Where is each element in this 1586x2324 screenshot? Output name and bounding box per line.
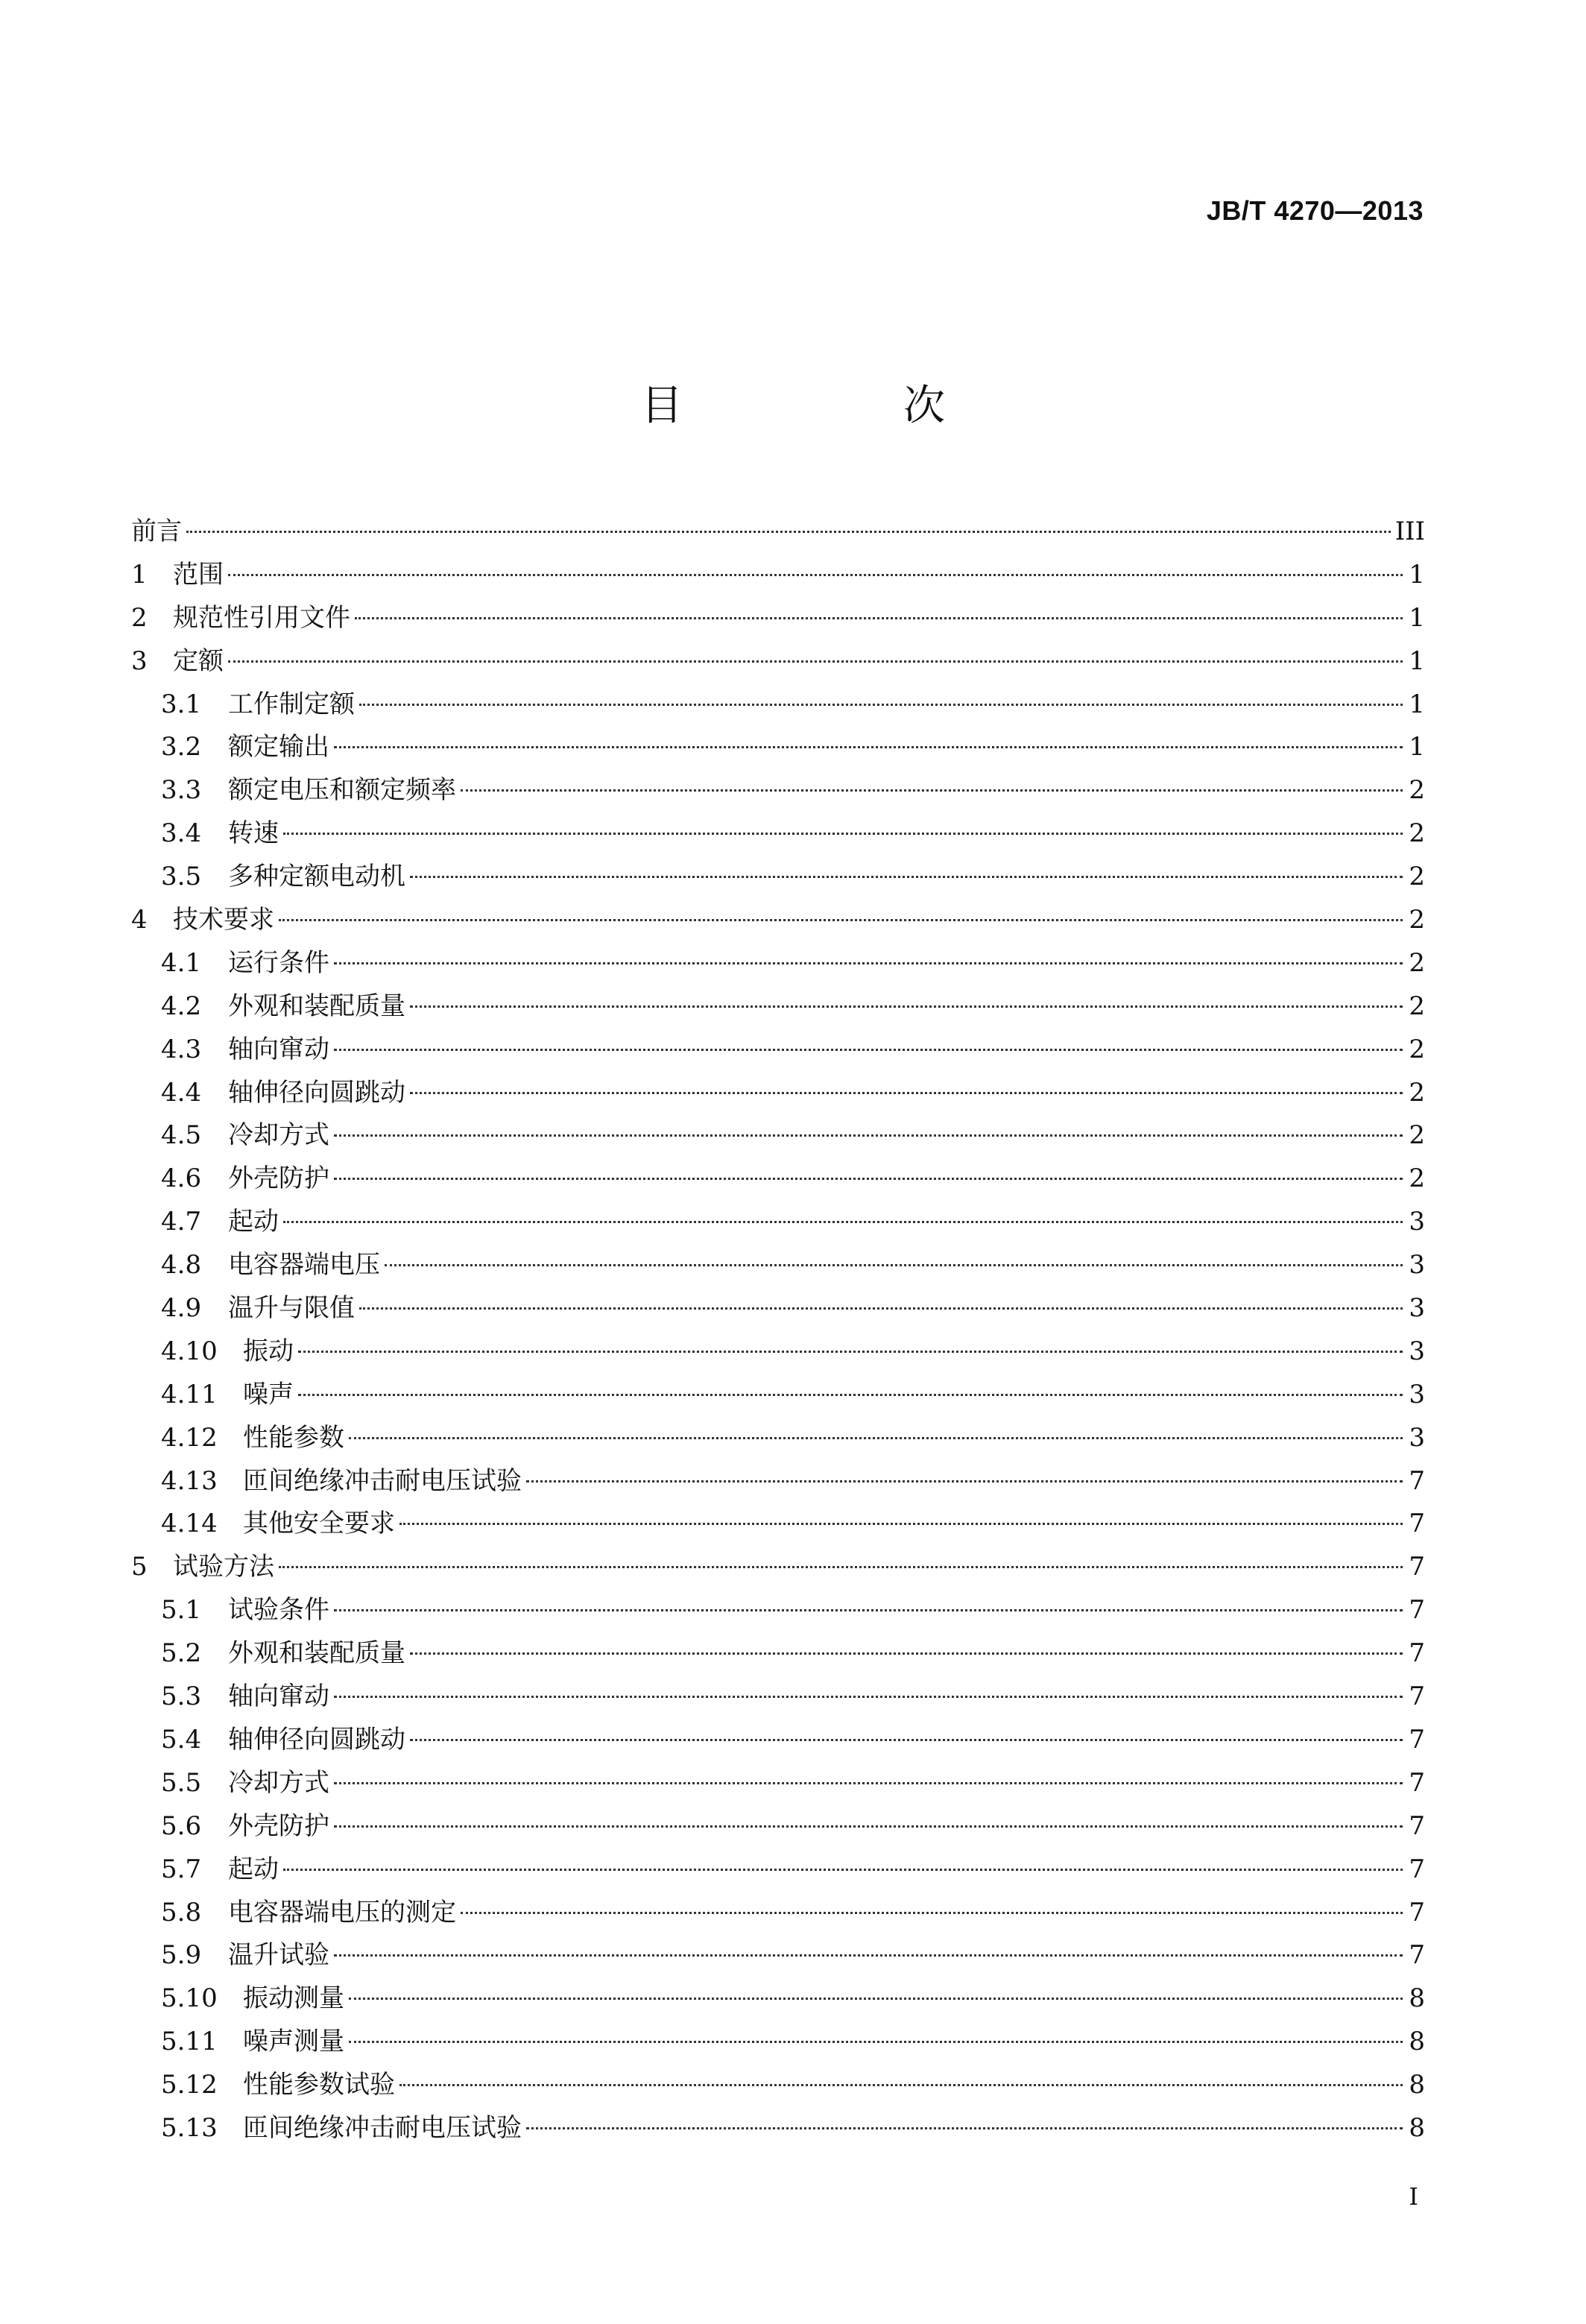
toc-entry-number: 4.14 (161, 1509, 218, 1539)
toc-entry-page: 8 (1409, 2070, 1425, 2100)
toc-entry[interactable] (131, 1977, 1425, 2021)
toc-entry[interactable] (131, 1158, 1425, 1201)
toc-entry-label: 温升试验 (228, 1940, 329, 1971)
toc-leader-dots (410, 876, 1403, 878)
toc-entry-number: 5.11 (161, 2027, 218, 2057)
toc-leader-dots (186, 531, 1391, 533)
toc-entry[interactable] (131, 1072, 1425, 1115)
toc-entry[interactable] (131, 1762, 1425, 1805)
toc-leader-dots (298, 1394, 1403, 1396)
toc-leader-dots (399, 2084, 1403, 2086)
toc-entry-label: 噪声 (243, 1379, 294, 1409)
table-of-contents (131, 511, 1425, 2150)
toc-entry[interactable] (131, 2064, 1425, 2107)
toc-entry-label: 振动测量 (243, 1983, 344, 2014)
toc-entry-label: 外壳防护 (228, 1810, 329, 1841)
toc-entry-label: 轴向窜动 (228, 1682, 329, 1712)
toc-entry-page: 2 (1409, 1120, 1425, 1151)
toc-leader-dots (228, 574, 1403, 576)
toc-entry-label: 其他安全要求 (243, 1509, 395, 1539)
toc-entry-number: 4.6 (161, 1163, 202, 1194)
toc-entry-label: 外观和装配质量 (228, 991, 405, 1021)
toc-entry[interactable] (131, 1632, 1425, 1676)
toc-entry-number: 5.9 (161, 1940, 202, 1971)
toc-entry-number: 3.4 (161, 818, 202, 849)
toc-leader-dots (334, 746, 1403, 748)
toc-leader-dots (334, 1782, 1403, 1784)
toc-leader-dots (359, 1307, 1403, 1310)
toc-entry-number: 4.12 (161, 1422, 218, 1453)
standard-number: JB/T 4270—2013 (1206, 195, 1424, 226)
toc-leader-dots (410, 1739, 1403, 1741)
toc-leader-dots (228, 660, 1403, 663)
toc-entry-number: 3 (131, 645, 148, 676)
toc-leader-dots (334, 1178, 1403, 1180)
toc-entry-label: 多种定额电动机 (228, 862, 405, 892)
toc-entry-page: 2 (1409, 905, 1425, 935)
toc-leader-dots (410, 1092, 1403, 1094)
toc-entry-label: 前言 (131, 517, 182, 546)
toc-entry[interactable] (131, 1029, 1425, 1072)
toc-entry-page: 2 (1409, 775, 1425, 806)
toc-leader-dots (279, 919, 1403, 921)
toc-entry-page: 2 (1409, 862, 1425, 892)
toc-leader-dots (349, 2041, 1403, 2043)
toc-entry-page: 7 (1409, 1552, 1425, 1582)
toc-leader-dots (334, 1609, 1403, 1611)
toc-entry-number: 5.8 (161, 1897, 202, 1927)
toc-entry[interactable] (131, 856, 1425, 899)
toc-entry-number: 4 (131, 905, 148, 935)
toc-leader-dots (526, 2127, 1403, 2129)
toc-entry-label: 电容器端电压的测定 (228, 1897, 456, 1927)
toc-entry-page: 7 (1409, 1595, 1425, 1626)
toc-entry-number: 5.6 (161, 1810, 202, 1841)
toc-entry-label: 额定电压和额定频率 (228, 775, 456, 806)
toc-entry-label: 试验条件 (228, 1595, 329, 1626)
toc-entry-page: 1 (1409, 645, 1425, 676)
toc-entry-page: 2 (1409, 1077, 1425, 1108)
toc-entry[interactable] (131, 1546, 1425, 1589)
toc-entry-label: 规范性引用文件 (173, 602, 350, 633)
toc-entry[interactable] (131, 1114, 1425, 1158)
toc-entry[interactable] (131, 1719, 1425, 1762)
toc-leader-dots (283, 833, 1403, 835)
toc-leader-dots (349, 1998, 1403, 2000)
toc-leader-dots (334, 1825, 1403, 1828)
toc-entry-number: 5.2 (161, 1638, 202, 1669)
toc-leader-dots (334, 1049, 1403, 1051)
toc-entry-label: 外观和装配质量 (228, 1638, 405, 1669)
toc-entry[interactable] (131, 683, 1425, 727)
toc-entry-label: 噪声测量 (243, 2027, 344, 2057)
toc-entry-label: 工作制定额 (228, 689, 355, 719)
toc-entry-label: 技术要求 (173, 905, 274, 935)
toc-entry-label: 温升与限值 (228, 1293, 355, 1324)
page-title: 目 次 (641, 382, 1034, 430)
toc-entry-page: 7 (1409, 1767, 1425, 1798)
toc-leader-dots (334, 1134, 1403, 1137)
toc-entry-label: 匝间绝缘冲击耐电压试验 (243, 2112, 522, 2143)
toc-entry-page: 8 (1409, 2027, 1425, 2057)
toc-entry[interactable] (131, 1934, 1425, 1977)
toc-leader-dots (349, 1437, 1403, 1439)
toc-entry[interactable] (131, 511, 1425, 554)
toc-entry-number: 5.5 (161, 1767, 202, 1798)
toc-entry-number: 4.8 (161, 1250, 202, 1281)
toc-entry-page: 1 (1409, 732, 1425, 762)
toc-entry-number: 4.1 (161, 947, 202, 978)
toc-entry-number: 5.10 (161, 1983, 218, 2014)
toc-entry-page: 7 (1409, 1897, 1425, 1927)
toc-entry[interactable] (131, 985, 1425, 1029)
toc-entry-number: 3.5 (161, 862, 202, 892)
toc-entry-page: 3 (1409, 1207, 1425, 1237)
toc-entry-page: 2 (1409, 818, 1425, 849)
toc-entry-page: 8 (1409, 2112, 1425, 2143)
toc-entry-label: 运行条件 (228, 947, 329, 978)
toc-entry[interactable] (131, 942, 1425, 985)
toc-entry-page: 3 (1409, 1250, 1425, 1281)
toc-entry-label: 起动 (228, 1854, 279, 1884)
toc-entry[interactable] (131, 1805, 1425, 1848)
toc-entry-number: 3.1 (161, 689, 202, 719)
toc-entry-number: 4.4 (161, 1077, 202, 1108)
toc-entry-page: 7 (1409, 1465, 1425, 1496)
toc-entry[interactable] (131, 640, 1425, 683)
toc-entry-number: 4.2 (161, 991, 202, 1021)
toc-leader-dots (461, 1912, 1403, 1914)
toc-entry-page: 2 (1409, 947, 1425, 978)
toc-entry-label: 外壳防护 (228, 1163, 329, 1194)
toc-leader-dots (279, 1566, 1403, 1568)
toc-entry-page: 1 (1409, 689, 1425, 719)
toc-entry-page: 7 (1409, 1682, 1425, 1712)
toc-entry-number: 5.4 (161, 1724, 202, 1755)
toc-leader-dots (334, 1696, 1403, 1698)
toc-entry[interactable] (131, 554, 1425, 597)
toc-entry[interactable] (131, 1330, 1425, 1374)
toc-entry-number: 1 (131, 559, 148, 590)
toc-entry[interactable] (131, 1244, 1425, 1287)
toc-entry[interactable] (131, 899, 1425, 942)
toc-entry-page: 7 (1409, 1854, 1425, 1884)
toc-entry-page: 3 (1409, 1379, 1425, 1409)
toc-entry-page: III (1394, 517, 1425, 546)
toc-leader-dots (334, 1954, 1403, 1957)
toc-leader-dots (461, 789, 1403, 792)
toc-entry[interactable] (131, 1589, 1425, 1632)
toc-entry-number: 5.7 (161, 1854, 202, 1884)
toc-entry[interactable] (131, 1417, 1425, 1460)
toc-entry[interactable] (131, 769, 1425, 812)
toc-entry[interactable] (131, 2107, 1425, 2150)
toc-entry-page: 3 (1409, 1293, 1425, 1324)
toc-entry-page: 7 (1409, 1810, 1425, 1841)
toc-entry-label: 电容器端电压 (228, 1250, 380, 1281)
toc-entry-label: 性能参数试验 (243, 2070, 395, 2100)
toc-entry-number: 2 (131, 602, 148, 633)
toc-leader-dots (298, 1351, 1403, 1353)
toc-entry-page: 7 (1409, 1638, 1425, 1669)
toc-entry-number: 5 (131, 1552, 148, 1582)
toc-entry-label: 额定输出 (228, 732, 329, 762)
toc-entry-page: 7 (1409, 1724, 1425, 1755)
toc-leader-dots (334, 962, 1403, 964)
toc-entry-number: 5.12 (161, 2070, 218, 2100)
toc-entry[interactable] (131, 1460, 1425, 1503)
toc-entry-label: 冷却方式 (228, 1120, 329, 1151)
toc-entry-page: 3 (1409, 1422, 1425, 1453)
toc-entry-number: 3.3 (161, 775, 202, 806)
toc-entry-number: 4.3 (161, 1034, 202, 1064)
toc-leader-dots (283, 1869, 1403, 1871)
toc-entry-label: 范围 (173, 559, 224, 590)
toc-entry[interactable] (131, 1374, 1425, 1417)
toc-leader-dots (283, 1221, 1403, 1223)
toc-entry-label: 轴向窜动 (228, 1034, 329, 1064)
toc-entry-label: 定额 (173, 645, 224, 676)
toc-entry-page: 8 (1409, 1983, 1425, 2014)
toc-entry[interactable] (131, 1287, 1425, 1330)
toc-entry-label: 轴伸径向圆跳动 (228, 1077, 405, 1108)
toc-entry[interactable] (131, 726, 1425, 769)
toc-entry-label: 冷却方式 (228, 1767, 329, 1798)
toc-entry[interactable] (131, 597, 1425, 640)
toc-entry-label: 起动 (228, 1207, 279, 1237)
toc-leader-dots (359, 704, 1403, 706)
toc-entry[interactable] (131, 1848, 1425, 1892)
toc-leader-dots (410, 1652, 1403, 1655)
toc-entry-page: 7 (1409, 1509, 1425, 1539)
toc-leader-dots (385, 1264, 1403, 1266)
toc-entry-page: 3 (1409, 1336, 1425, 1366)
toc-entry-label: 匝间绝缘冲击耐电压试验 (243, 1465, 522, 1496)
toc-entry-number: 4.9 (161, 1293, 202, 1324)
toc-leader-dots (526, 1480, 1403, 1483)
toc-entry-page: 2 (1409, 1163, 1425, 1194)
toc-entry[interactable] (131, 1676, 1425, 1719)
toc-entry[interactable] (131, 1503, 1425, 1546)
toc-entry[interactable] (131, 812, 1425, 856)
toc-entry[interactable] (131, 2021, 1425, 2064)
toc-leader-dots (399, 1523, 1403, 1525)
toc-entry-label: 性能参数 (243, 1422, 344, 1453)
toc-entry-number: 4.10 (161, 1336, 218, 1366)
toc-entry-page: 2 (1409, 1034, 1425, 1064)
toc-entry-label: 转速 (228, 818, 279, 849)
toc-entry-number: 3.2 (161, 732, 202, 762)
toc-entry[interactable] (131, 1892, 1425, 1935)
page-number: I (1409, 2182, 1418, 2211)
toc-entry-label: 轴伸径向圆跳动 (228, 1724, 405, 1755)
toc-entry-number: 5.3 (161, 1682, 202, 1712)
toc-entry-page: 1 (1409, 602, 1425, 633)
toc-entry-label: 振动 (243, 1336, 294, 1366)
toc-leader-dots (410, 1005, 1403, 1008)
toc-entry-number: 4.11 (161, 1379, 218, 1409)
toc-entry-label: 试验方法 (173, 1552, 274, 1582)
toc-entry-number: 4.5 (161, 1120, 202, 1151)
toc-entry-page: 1 (1409, 559, 1425, 590)
toc-entry-number: 4.7 (161, 1207, 202, 1237)
toc-entry-number: 5.13 (161, 2112, 218, 2143)
toc-entry[interactable] (131, 1201, 1425, 1244)
toc-leader-dots (355, 617, 1403, 619)
toc-entry-number: 5.1 (161, 1595, 202, 1626)
toc-entry-page: 2 (1409, 991, 1425, 1021)
toc-entry-number: 4.13 (161, 1465, 218, 1496)
toc-entry-page: 7 (1409, 1940, 1425, 1971)
